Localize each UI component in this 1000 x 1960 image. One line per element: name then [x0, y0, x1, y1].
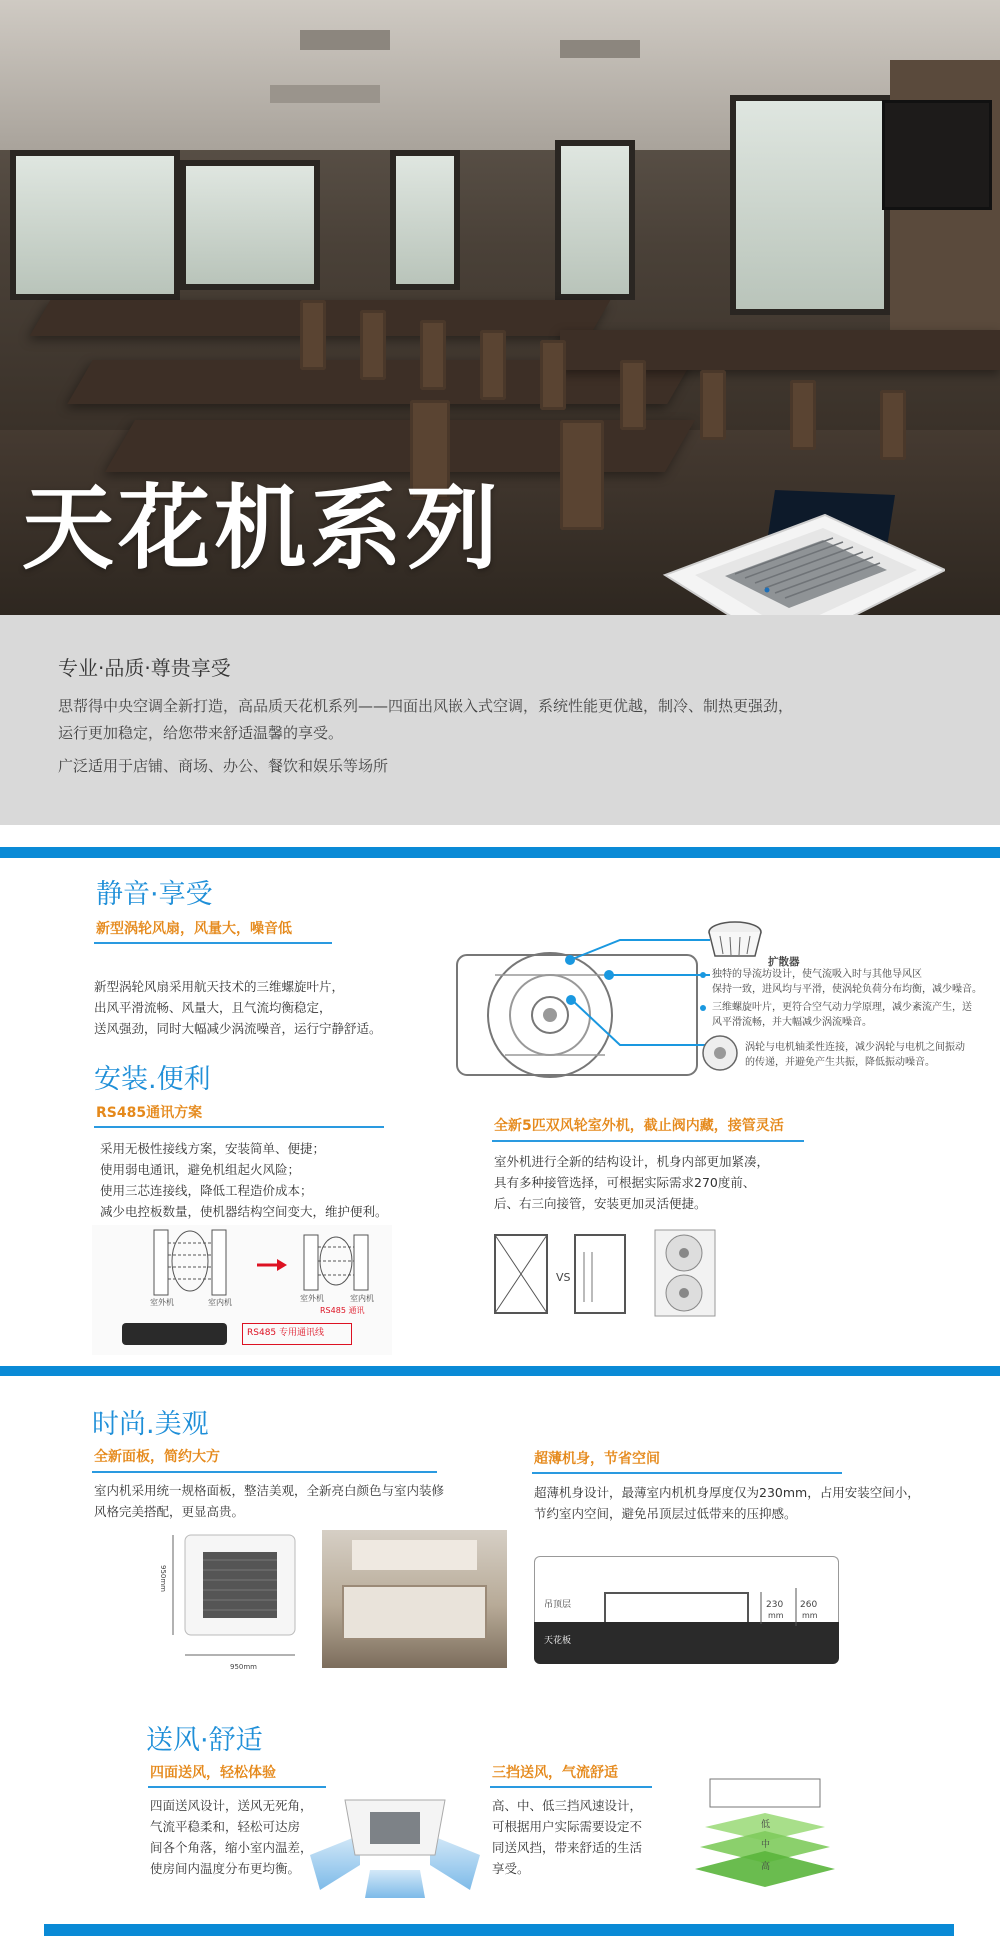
cable-image — [122, 1323, 227, 1345]
dim-260-unit: mm — [802, 1611, 818, 1620]
outdoor-unit-photo — [650, 1225, 722, 1320]
install-line-1: 采用无极性接线方案，安装简单、便捷； — [100, 1141, 326, 1156]
airflow-line-3: 间各个角落，缩小室内温差， — [150, 1840, 313, 1855]
diffuser-desc-2: 保持一致，进风均与平滑，使涡轮负荷分布均衡，减少噪音。 — [712, 984, 982, 995]
install-line-2: 使用弱电通讯，避免机组起火风险； — [100, 1162, 301, 1177]
dim-260: 260 — [800, 1600, 818, 1610]
chair — [790, 380, 816, 450]
vs-label: VS — [556, 1271, 571, 1284]
outdoor-label-2: 室外机 — [300, 1294, 324, 1303]
outdoor-label-1: 室外机 — [150, 1298, 174, 1307]
style-subheading: 全新面板，简约大方 — [94, 1449, 220, 1465]
motor-coupling-icon — [700, 1033, 740, 1073]
intro-paragraph-1a: 思帮得中央空调全新打造，高品质天花机系列——四面出风嵌入式空调，系统性能更优越，制冷、制热更强劲， — [58, 697, 794, 715]
indoor-label-1: 室内机 — [208, 1298, 232, 1307]
outdoor-underline — [492, 1140, 804, 1142]
new-outdoor-unit — [572, 1232, 630, 1317]
rs485-diagram — [92, 1225, 392, 1355]
old-outdoor-unit — [492, 1232, 552, 1317]
quiet-heading: 静音·享受 — [96, 879, 213, 910]
intro-paragraph-2: 广泛适用于店铺、商场、办公、餐饮和娱乐等场所 — [58, 757, 389, 775]
bullet-dot — [700, 972, 706, 978]
airflow-heading: 送风·舒适 — [146, 1725, 263, 1756]
hero-title: 天花机系列 — [22, 475, 503, 582]
speed-low: 低 — [761, 1820, 771, 1830]
thin-line-1: 超薄机身设计，最薄室内机机身厚度仅为230mm，占用安装空间小， — [534, 1485, 920, 1500]
thin-line-2: 节约室内空间，避免吊顶层过低带来的压抑感。 — [534, 1506, 797, 1521]
divider-bar — [0, 1366, 1000, 1376]
intro-subtitle: 专业·品质·尊贵享受 — [58, 656, 231, 680]
quiet-line-3: 送风强劲，同时大幅减少涡流噪音，运行宁静舒适。 — [94, 1021, 382, 1036]
quiet-line-2: 出风平滑流畅、风量大，且气流均衡稳定， — [94, 1000, 332, 1015]
quiet-underline — [94, 942, 332, 944]
three-speed-underline — [490, 1786, 652, 1788]
chair — [480, 330, 506, 400]
diffuser-icon — [705, 918, 765, 963]
chair — [700, 370, 726, 440]
chair — [560, 420, 604, 530]
chair — [880, 390, 906, 460]
window — [390, 150, 460, 290]
three-speed-line-1: 高、中、低三挡风速设计， — [492, 1798, 643, 1813]
dim-230-unit: mm — [768, 1611, 784, 1620]
bullet-dot — [700, 1005, 706, 1011]
intro-paragraph-1b: 运行更加稳定，给您带来舒适温馨的享受。 — [58, 724, 344, 742]
three-speed-line-3: 同送风挡，带来舒适的生活 — [492, 1840, 643, 1855]
ceiling-layer-label: 吊顶层 — [544, 1600, 572, 1610]
install-line-4: 减少电控板数量，使机器结构空间变大，维护便利。 — [100, 1204, 388, 1219]
quiet-line-1: 新型涡轮风扇采用航天技术的三维螺旋叶片， — [94, 979, 345, 994]
style-underline — [92, 1471, 437, 1473]
window — [730, 95, 890, 315]
three-speed-subheading: 三挡送风，气流舒适 — [492, 1765, 618, 1781]
chair — [620, 360, 646, 430]
coupling-desc-1: 涡轮与电机轴柔性连接，减少涡轮与电机之间振动 — [745, 1042, 965, 1053]
ceiling-vent — [560, 40, 640, 58]
diffuser-title: 扩散器 — [768, 956, 800, 968]
dim-230: 230 — [766, 1600, 784, 1610]
panel-height-dim: 950mm — [159, 1565, 167, 1592]
outdoor-line-3: 后、右三向接管，安装更加灵活便捷。 — [494, 1196, 707, 1211]
panel-width-dim: 950mm — [230, 1663, 257, 1671]
airflow-line-2: 气流平稳柔和，轻松可达房 — [150, 1819, 301, 1834]
style-heading: 时尚.美观 — [92, 1409, 209, 1440]
three-speed-line-2: 可根据用户实际需要设定不 — [492, 1819, 643, 1834]
window — [180, 160, 320, 290]
speed-mid: 中 — [761, 1840, 771, 1850]
four-way-airflow-image — [300, 1780, 490, 1900]
chair — [540, 340, 566, 410]
thin-subheading: 超薄机身，节省空间 — [534, 1451, 660, 1467]
coupling-desc-2: 的传递，并避免产生共振，降低振动噪音。 — [745, 1057, 935, 1068]
ceiling-vent — [270, 85, 380, 103]
quiet-subheading: 新型涡轮风扇，风量大，噪音低 — [96, 921, 292, 937]
chair — [360, 310, 386, 380]
divider-bar — [0, 847, 1000, 858]
install-heading: 安装.便利 — [94, 1064, 211, 1095]
install-subheading: RS485通讯方案 — [96, 1105, 203, 1121]
thin-diagram — [534, 1556, 839, 1666]
callout-lines — [560, 935, 720, 1055]
chair — [300, 300, 326, 370]
airflow-subheading: 四面送风，轻松体验 — [150, 1765, 276, 1781]
install-underline — [94, 1126, 384, 1128]
airflow-line-4: 使房间内温度分布更均衡。 — [150, 1861, 301, 1876]
tv-screen — [882, 100, 992, 210]
blade-desc-2: 风平滑流畅，并大幅减少涡流噪音。 — [712, 1017, 872, 1028]
airflow-line-1: 四面送风设计，送风无死角， — [150, 1798, 313, 1813]
thin-underline — [532, 1472, 842, 1474]
window — [10, 150, 180, 300]
chair — [420, 320, 446, 390]
install-line-3: 使用三芯连接线，降低工程造价成本； — [100, 1183, 313, 1198]
interior-photo — [322, 1530, 507, 1668]
outdoor-line-1: 室外机进行全新的结构设计，机身内部更加紧凑， — [494, 1154, 770, 1169]
style-line-1: 室内机采用统一规格面板，整洁美观，全新亮白颜色与室内装修 — [94, 1483, 445, 1498]
rs485-label: RS485 通讯 — [320, 1306, 365, 1315]
speed-high: 高 — [761, 1862, 771, 1872]
ceiling-vent — [300, 30, 390, 50]
diffuser-desc-1: 独特的导流坊设计，使气流吸入时与其他导风区 — [712, 969, 922, 980]
ceiling-board-label: 天花板 — [544, 1636, 572, 1646]
outdoor-subheading: 全新5匹双风轮室外机，截止阀内藏，接管灵活 — [494, 1118, 784, 1134]
outdoor-line-2: 具有多种接管选择，可根据实际需求270度前、 — [494, 1175, 756, 1190]
footer-bar — [44, 1924, 954, 1936]
window — [555, 140, 635, 300]
blade-desc-1: 三维螺旋叶片，更符合空气动力学原理，减少紊流产生，送 — [712, 1002, 972, 1013]
three-speed-line-4: 享受。 — [492, 1861, 530, 1876]
rs485-wiring — [92, 1225, 392, 1315]
panel-front-view — [165, 1530, 305, 1670]
style-line-2: 风格完美搭配，更显高贵。 — [94, 1504, 245, 1519]
indoor-label-2: 室内机 — [350, 1294, 374, 1303]
cable-label: RS485 专用通讯线 — [247, 1328, 325, 1338]
